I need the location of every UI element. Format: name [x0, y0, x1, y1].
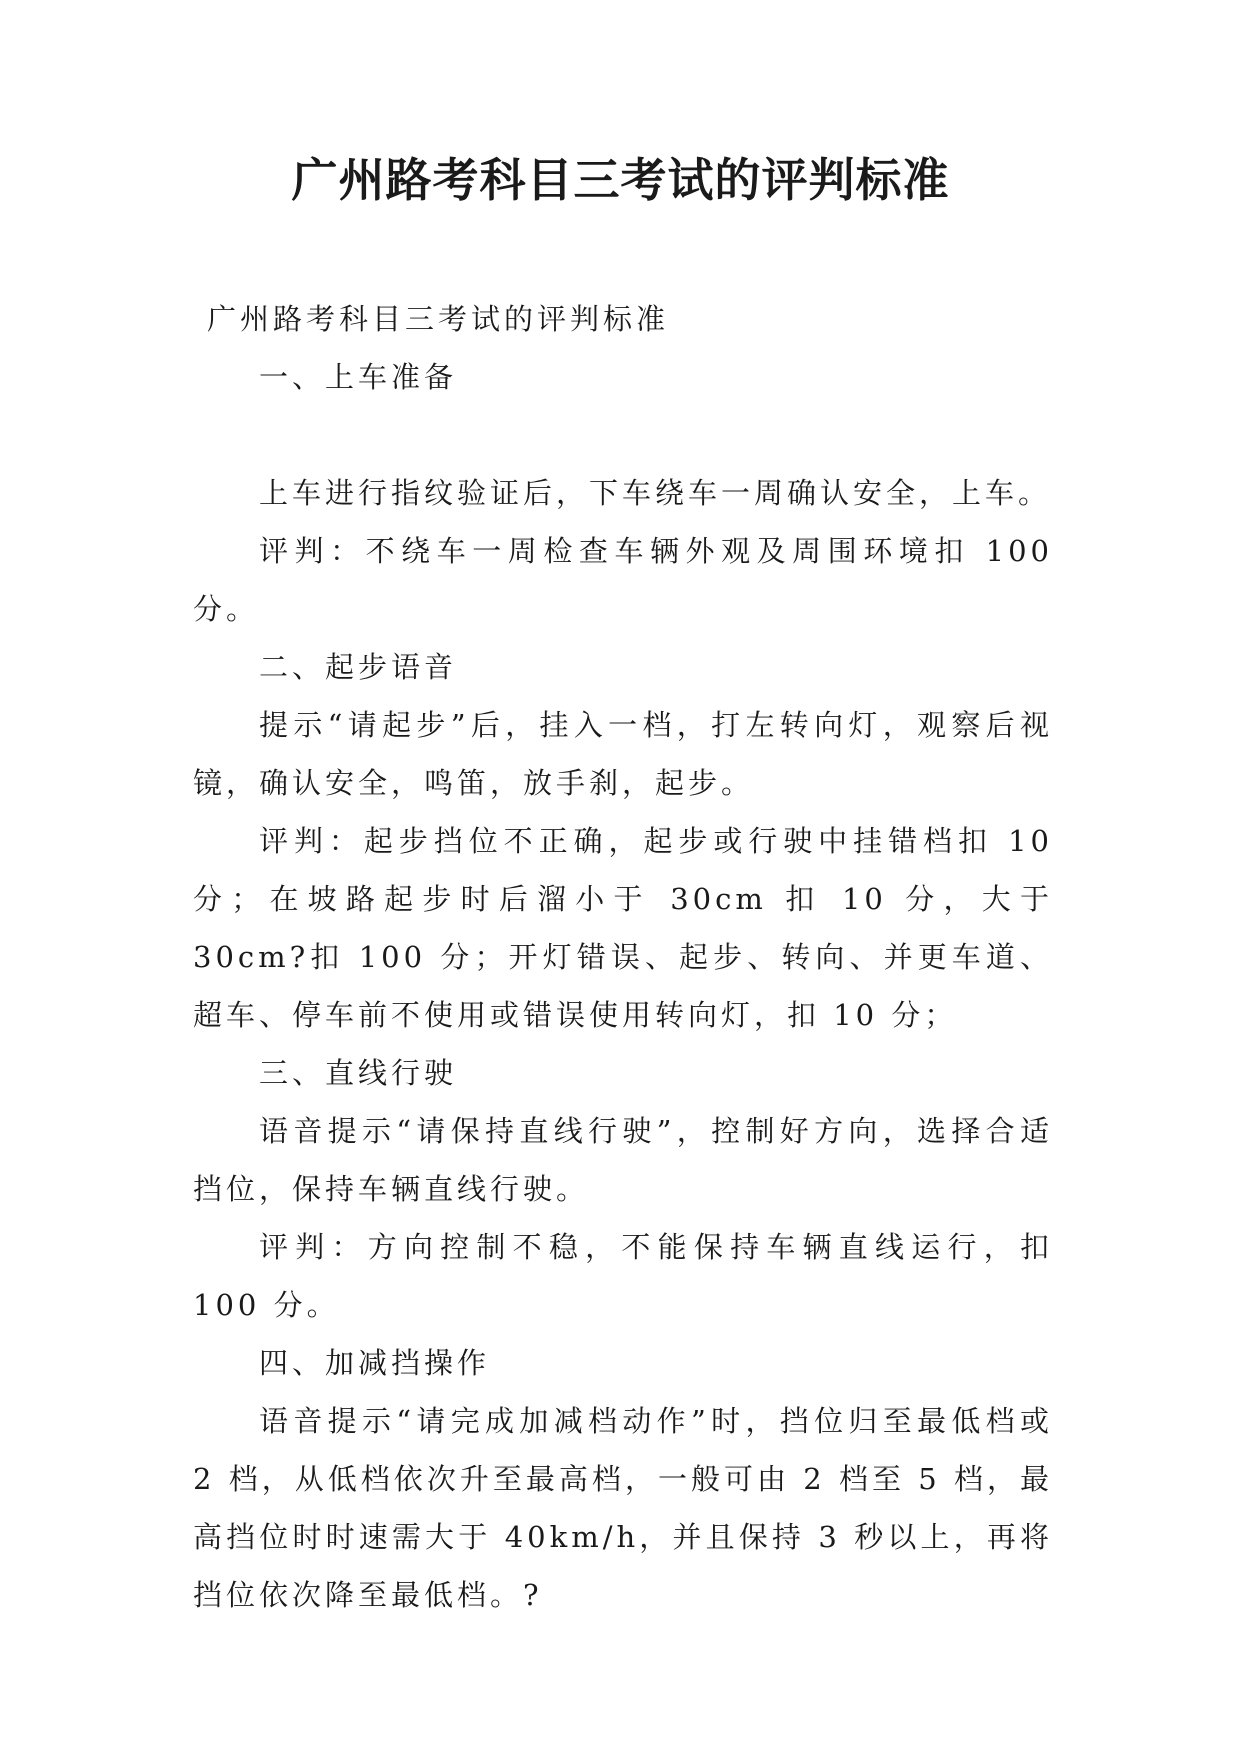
- document-body: [193, 290, 1053, 1624]
- judgement-paragraph: 评判：方向控制不稳，不能保持车辆直线运行，扣 100 分。: [193, 1230, 1053, 1322]
- body-paragraph: 语音提示“请完成加减档动作”时，挡位归至最低档或 2 档，从低档依次升至最高档，一般可由 2 档至 5 档，最高挡位时时速需大于 40km/h，并且保持 3 秒以上，再将挡位依次降至最低档。?: [193, 1404, 1053, 1612]
- body-paragraph: 提示“请起步”后，挂入一档，打左转向灯，观察后视镜，确认安全，鸣笛，放手刹，起步。: [193, 708, 1053, 800]
- body-paragraph: 上车进行指纹验证后，下车绕车一周确认安全，上车。: [259, 476, 1052, 510]
- blank-line: [193, 406, 1053, 464]
- section-heading-4: 四、加减挡操作: [259, 1346, 491, 1380]
- section-heading-1: 一、上车准备: [259, 360, 458, 394]
- document-title: 广州路考科目三考试的评判标准: [291, 153, 950, 207]
- body-paragraph: 语音提示“请保持直线行驶”，控制好方向，选择合适挡位，保持车辆直线行驶。: [193, 1114, 1053, 1206]
- judgement-paragraph: 评判：起步挡位不正确，起步或行驶中挂错档扣 10 分；在坡路起步时后溜小于 30cm 扣 10 分，大于 30cm?扣 100 分；开灯错误、起步、转向、并更车道、超车、停车前不使用或错误使用转向灯，扣 10 分；: [193, 824, 1053, 1032]
- judgement-paragraph: 评判：不绕车一周检查车辆外观及周围环境扣 100 分。: [193, 534, 1053, 626]
- section-heading-3: 三、直线行驶: [259, 1056, 458, 1090]
- subtitle-paragraph: 广州路考科目三考试的评判标准: [207, 302, 670, 336]
- section-heading-2: 二、起步语音: [259, 650, 458, 684]
